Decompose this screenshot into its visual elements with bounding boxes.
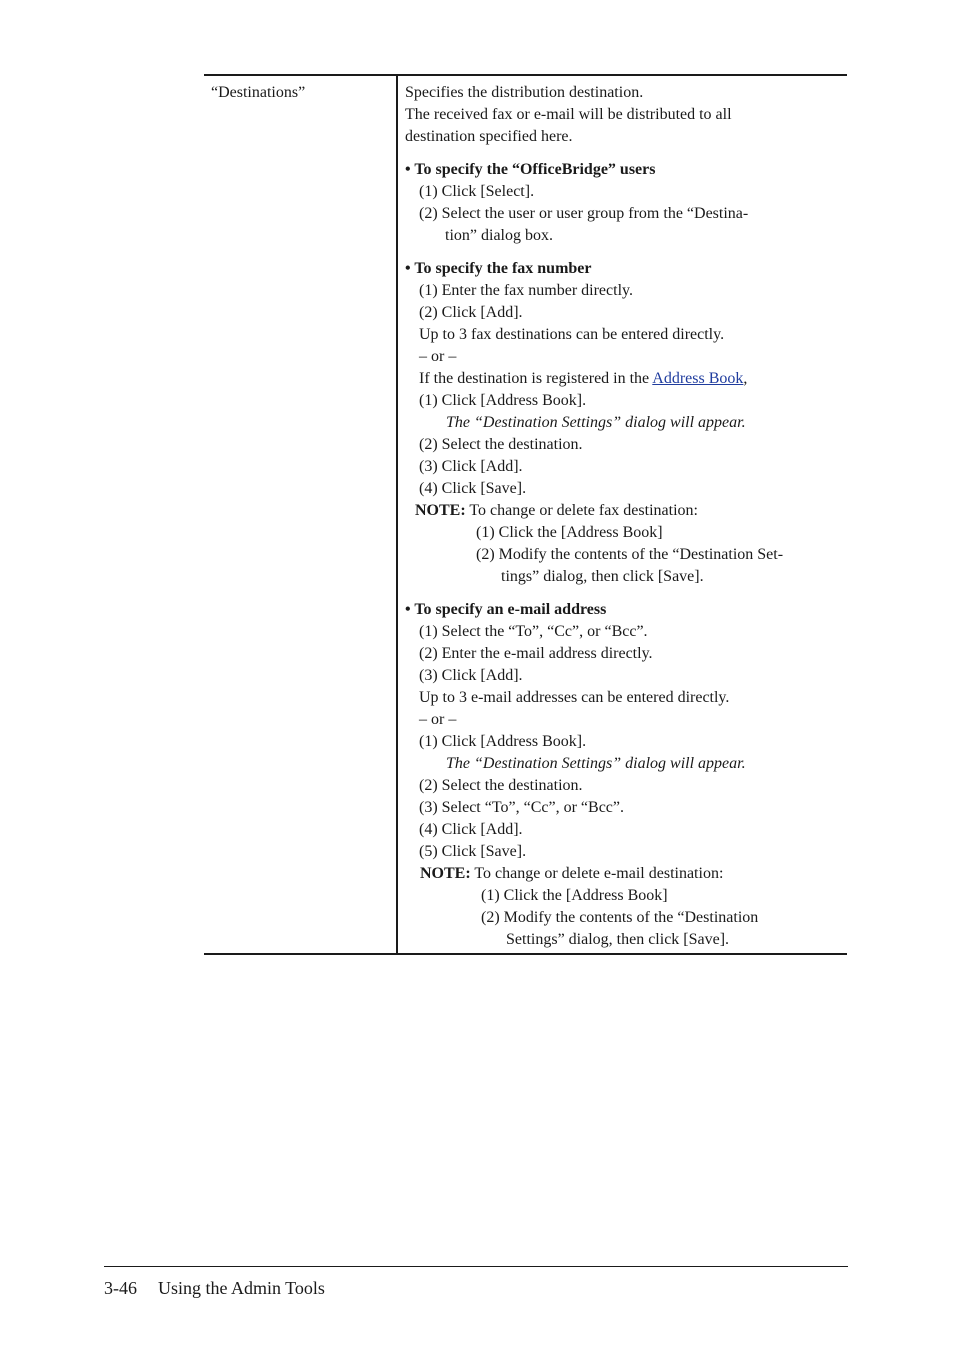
destinations-table bbox=[204, 74, 847, 955]
officebridge-heading: • To specify the “OfficeBridge” users bbox=[405, 161, 656, 178]
email-step: (2) Enter the e-mail address directly. bbox=[419, 645, 653, 662]
fax-address-book-step: (4) Click [Save]. bbox=[419, 480, 527, 497]
section-title: Using the Admin Tools bbox=[158, 1278, 325, 1298]
field-name-label: “Destinations” bbox=[211, 84, 306, 101]
fax-note-text: To change or delete fax destination: bbox=[465, 502, 698, 519]
fax-address-book-step: (2) Select the destination. bbox=[419, 436, 583, 453]
email-note-step-continued: Settings” dialog, then click [Save]. bbox=[506, 931, 730, 948]
fax-address-book-step: (3) Click [Add]. bbox=[419, 458, 523, 475]
fax-registered-suffix: , bbox=[743, 370, 748, 387]
fax-registered-line bbox=[405, 368, 841, 390]
field-name-cell bbox=[204, 76, 398, 953]
fax-note-step-continued: tings” dialog, then click [Save]. bbox=[501, 568, 704, 585]
intro-line: destination specified here. bbox=[405, 128, 573, 145]
fax-address-book-result: The “Destination Settings” dialog will appear. bbox=[446, 414, 746, 431]
intro-line: Specifies the distribution destination. bbox=[405, 84, 644, 101]
email-note-step: (1) Click the [Address Book] bbox=[481, 887, 668, 904]
email-address-book-step: (4) Click [Add]. bbox=[419, 821, 523, 838]
fax-note-step: (1) Click the [Address Book] bbox=[476, 524, 663, 541]
email-heading: • To specify an e-mail address bbox=[405, 601, 607, 618]
fax-step: (1) Enter the fax number directly. bbox=[419, 282, 633, 299]
email-note-label: NOTE: bbox=[420, 865, 471, 882]
fax-note-label: NOTE: bbox=[415, 502, 466, 519]
officebridge-step-continued: tion” dialog box. bbox=[445, 227, 553, 244]
email-address-book-step: (5) Click [Save]. bbox=[419, 843, 527, 860]
email-step: (3) Click [Add]. bbox=[419, 667, 523, 684]
fax-note bbox=[405, 500, 841, 522]
fax-registered-prefix: If the destination is registered in the bbox=[419, 370, 653, 387]
fax-limit-text: Up to 3 fax destinations can be entered directly. bbox=[419, 326, 725, 343]
officebridge-step: (1) Click [Select]. bbox=[419, 183, 535, 200]
address-book-link[interactable]: Address Book bbox=[652, 370, 744, 387]
email-or-separator: – or – bbox=[419, 711, 457, 728]
email-note-text: To change or delete e-mail destination: bbox=[470, 865, 724, 882]
email-address-book-step: (1) Click [Address Book]. bbox=[419, 733, 587, 750]
fax-note-step: (2) Modify the contents of the “Destination Set- bbox=[476, 546, 784, 563]
fax-or-separator: – or – bbox=[419, 348, 457, 365]
page-footer bbox=[104, 1266, 848, 1299]
email-note-step: (2) Modify the contents of the “Destination bbox=[481, 909, 759, 926]
officebridge-step: (2) Select the user or user group from the “Destina- bbox=[419, 205, 749, 222]
email-limit-text: Up to 3 e-mail addresses can be entered directly. bbox=[419, 689, 730, 706]
email-address-book-step: (3) Select “To”, “Cc”, or “Bcc”. bbox=[419, 799, 624, 816]
email-step: (1) Select the “To”, “Cc”, or “Bcc”. bbox=[419, 623, 648, 640]
fax-heading: • To specify the fax number bbox=[405, 260, 592, 277]
fax-step: (2) Click [Add]. bbox=[419, 304, 523, 321]
email-note bbox=[405, 863, 841, 885]
field-description-cell bbox=[398, 76, 847, 953]
email-address-book-result: The “Destination Settings” dialog will appear. bbox=[446, 755, 746, 772]
email-address-book-step: (2) Select the destination. bbox=[419, 777, 583, 794]
page-number: 3-46 bbox=[104, 1278, 137, 1298]
fax-address-book-step: (1) Click [Address Book]. bbox=[419, 392, 587, 409]
intro-line: The received fax or e-mail will be distributed to all bbox=[405, 106, 732, 123]
